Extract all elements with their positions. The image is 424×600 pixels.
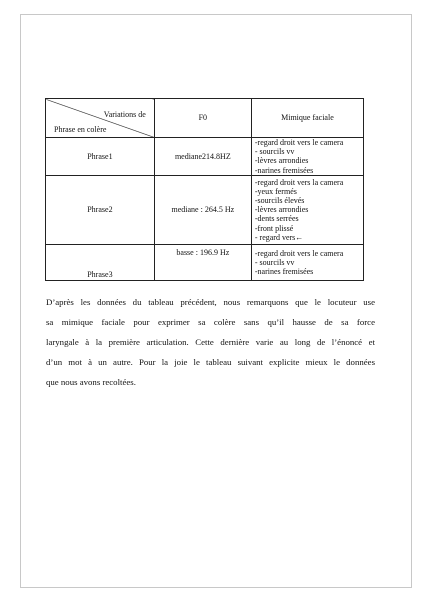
row1-phrase: Phrase1 [46,138,155,176]
row2-mimique-line: - regard vers← [254,232,304,242]
row1-mimique-line: -lèvres arrondies [254,156,309,166]
table-row [46,138,364,176]
paragraph-line: laryngale à la première articulation. Cette dernière varie au long de l’énoncé et [46,337,375,347]
row1-mimique-line: - sourcils vv [254,147,295,157]
row3-mimique-line: -regard droit vers le camera [254,248,344,258]
row2-phrase: Phrase2 [46,175,155,244]
row2-mimique [251,175,363,244]
row2-mimique-line: -front plissé [254,223,294,233]
row1-mimique [251,138,363,176]
row2-mimique-line: -yeux fermés [254,186,297,196]
row1-mimique-line: -regard droit vers le camera [254,138,344,147]
row2-mimique-line: -dents serrées [254,214,299,224]
header-corner-bottom: Phrase en colère [54,124,107,134]
table-row [46,175,364,244]
header-mimique: Mimique faciale [251,99,363,138]
row2-mimique-line: -lèvres arrondies [254,205,309,215]
row3-mimique-line: -narines fremisées [254,266,314,276]
row1-mimique-line: -narines fremisées [254,165,314,175]
row3-f0: basse : 196.9 Hz [154,244,251,280]
row1-f0: mediane214.8HZ [154,138,251,176]
row3-mimique [251,244,363,280]
paragraph-line: que nous avons recoltées. [46,377,136,387]
header-corner-cell [46,99,155,138]
header-f0: F0 [154,99,251,138]
table-row [46,244,364,280]
row3-phrase: Phrase3 [46,244,155,280]
row3-mimique-line: - sourcils vv [254,257,295,267]
data-table [45,98,364,281]
row2-mimique-line: -regard droit vers la camera [254,177,344,187]
table-header-row [46,99,364,138]
row2-mimique-line: -sourcils élevés [254,196,305,205]
row2-f0: mediane : 264.5 Hz [154,175,251,244]
header-corner-top: Variations de [103,110,146,119]
paragraph-line: sa mimique faciale pour exprimer sa colère sans qu’il hausse de sa force [46,317,375,327]
paragraph-line: d’un mot à un autre. Pour la joie le tableau suivant explicite mieux le données [46,357,375,367]
paragraph-line: D’après les données du tableau précédent, nous remarquons que le locuteur use [46,297,375,307]
body-paragraph [46,292,375,392]
